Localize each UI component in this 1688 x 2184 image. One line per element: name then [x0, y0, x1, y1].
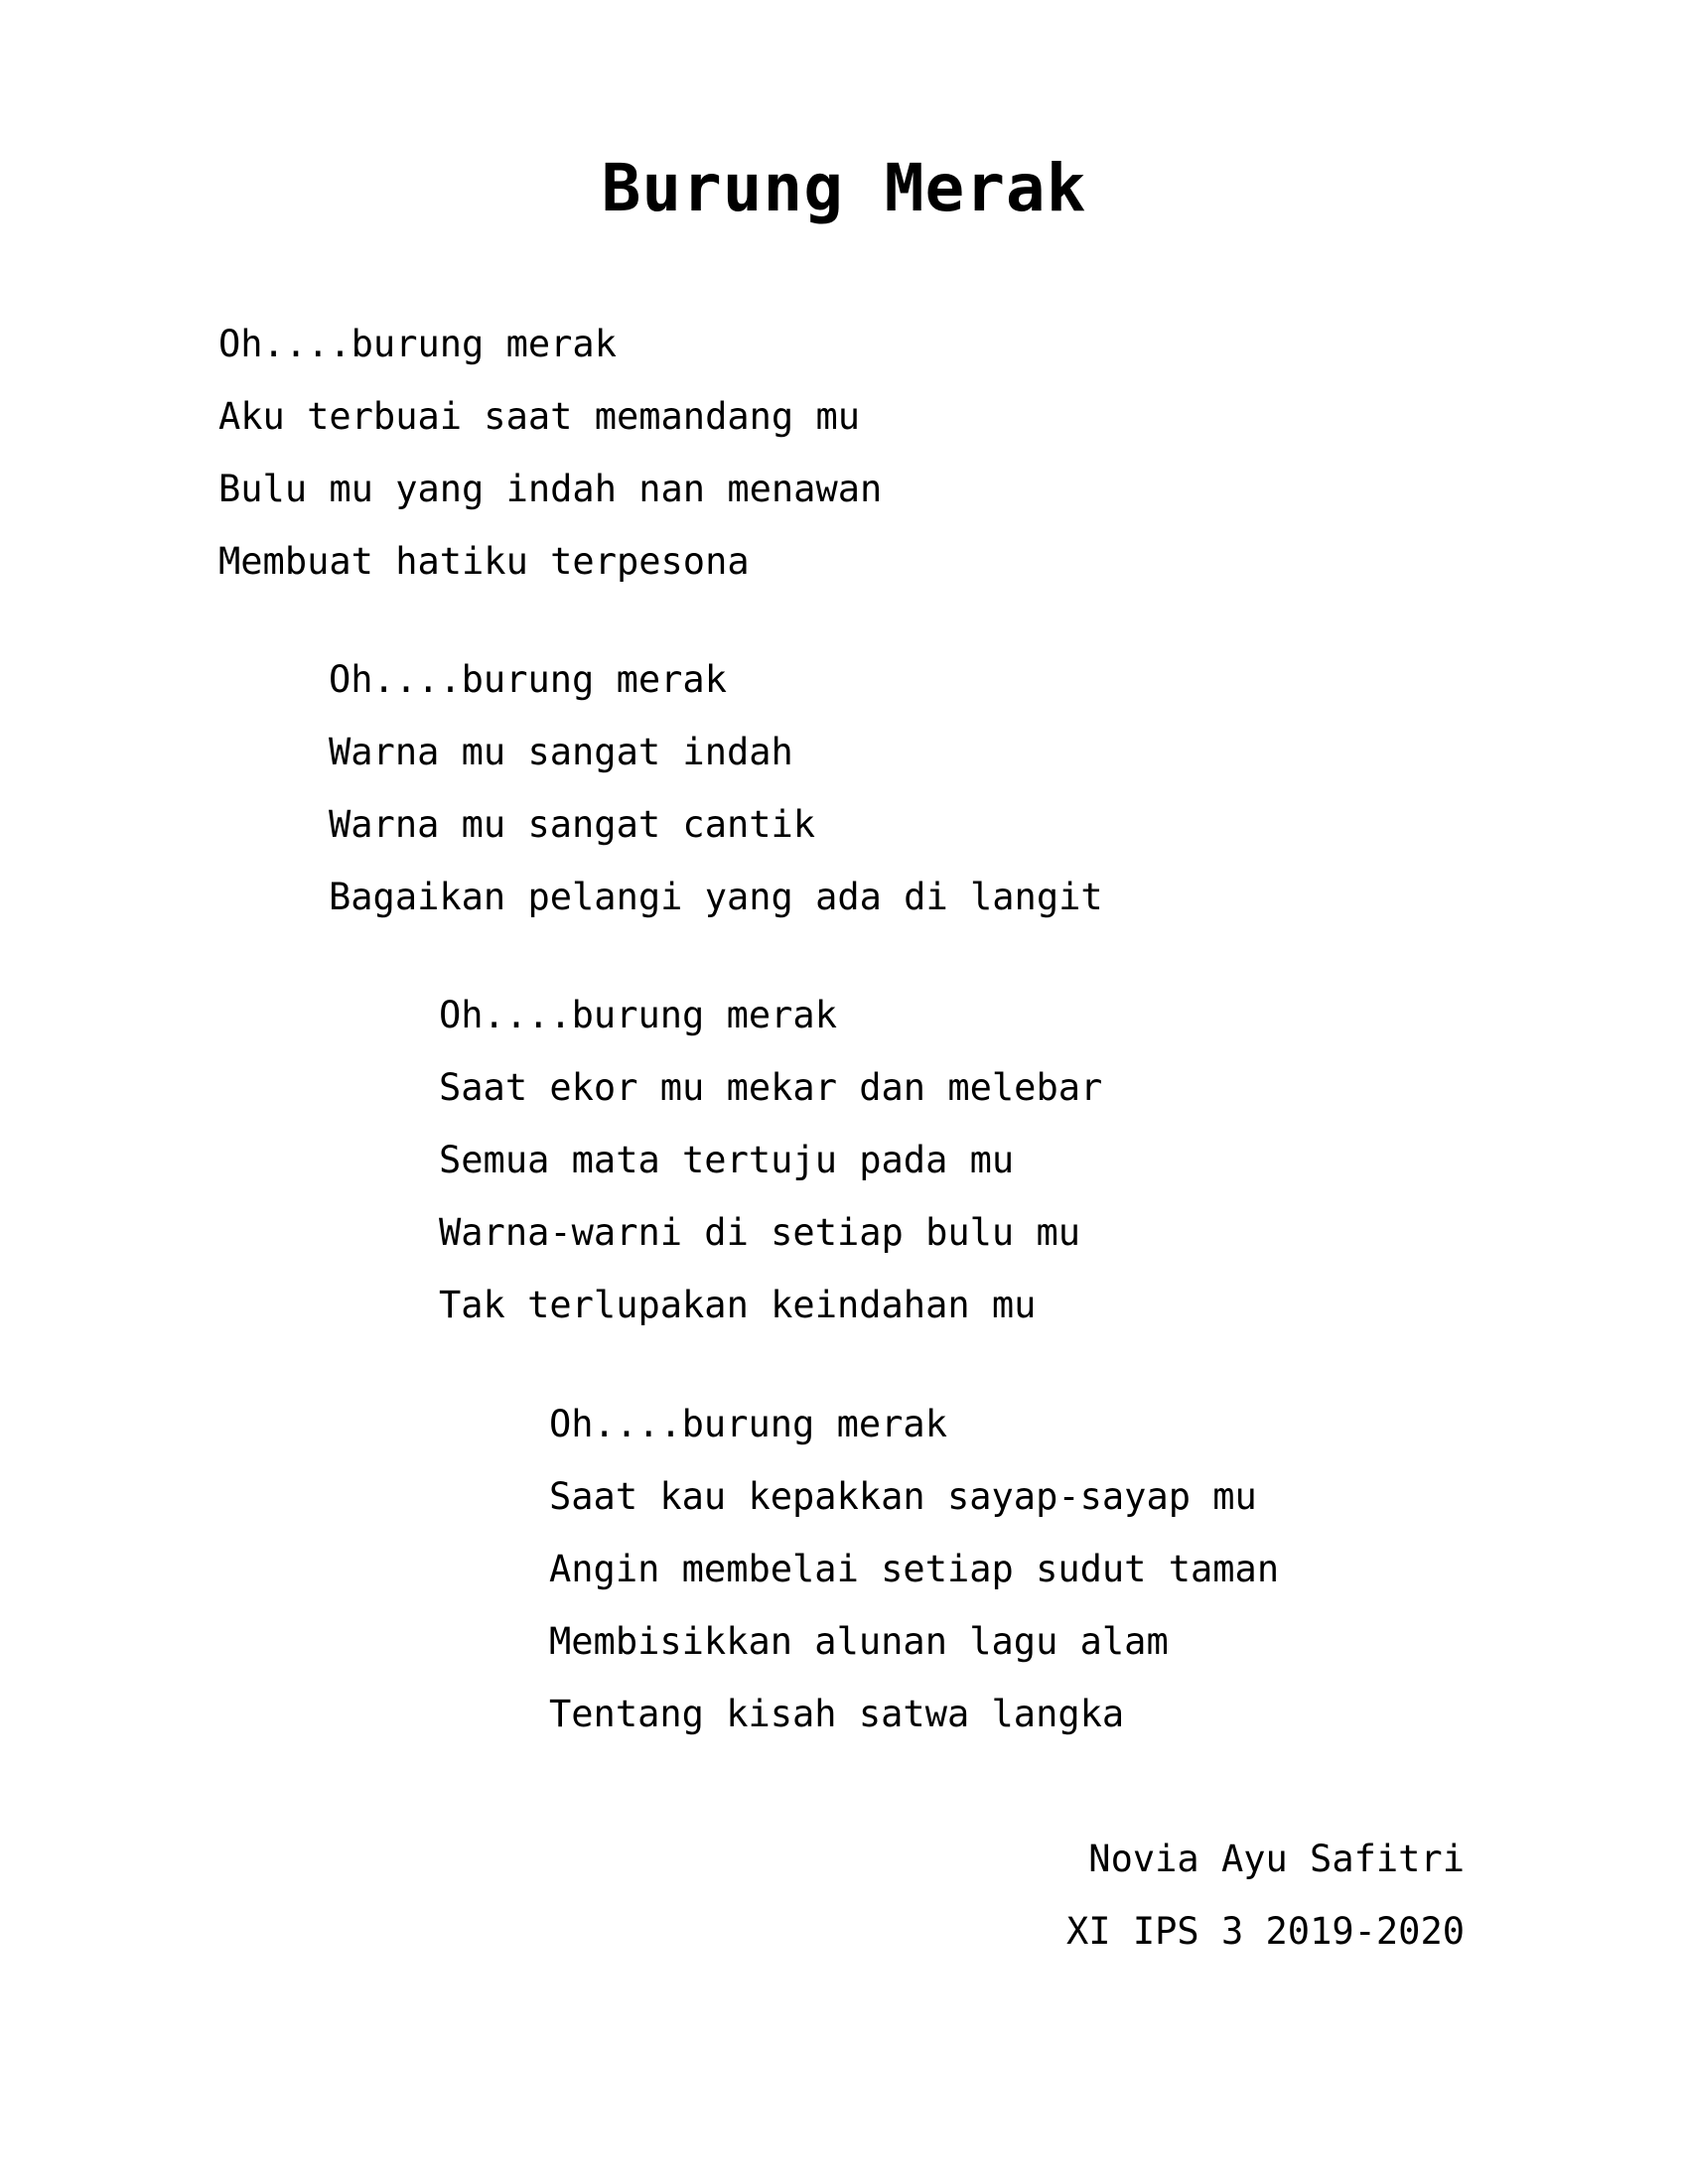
poem-line: Tentang kisah satwa langka	[549, 1693, 1125, 1735]
poem-line: Warna mu sangat indah	[329, 731, 793, 773]
poem-line: Bulu mu yang indah nan menawan	[218, 468, 883, 510]
poem-line: Warna-warni di setiap bulu mu	[439, 1211, 1081, 1254]
poem-line: Membisikkan alunan lagu alam	[549, 1620, 1169, 1663]
stanza-1	[218, 308, 882, 598]
author-name: Novia Ayu Safitri	[1088, 1838, 1465, 1880]
poem-line: Angin membelai setiap sudut taman	[549, 1548, 1280, 1590]
author-class-year: XI IPS 3 2019-2020	[1066, 1910, 1465, 1953]
poem-line: Oh....burung merak	[218, 323, 617, 365]
poem-line: Oh....burung merak	[439, 994, 837, 1036]
poem-line: Bagaikan pelangi yang ada di langit	[329, 876, 1103, 918]
poem-line: Saat kau kepakkan sayap-sayap mu	[549, 1475, 1257, 1518]
poem-line: Oh....burung merak	[549, 1403, 947, 1445]
stanza-4	[549, 1388, 1279, 1750]
poem-line: Semua mata tertuju pada mu	[439, 1139, 1015, 1181]
poem-line: Membuat hatiku terpesona	[218, 540, 750, 583]
stanza-2	[329, 643, 1103, 933]
poem-line: Warna mu sangat cantik	[329, 803, 816, 846]
poem-line: Tak terlupakan keindahan mu	[439, 1284, 1037, 1326]
author-signature	[1066, 1823, 1465, 1968]
poem-line: Aku terbuai saat memandang mu	[218, 395, 861, 438]
poem-title: Burung Merak	[601, 150, 1087, 226]
poem-line: Oh....burung merak	[329, 658, 727, 701]
stanza-3	[439, 979, 1102, 1341]
poem-line: Saat ekor mu mekar dan melebar	[439, 1066, 1103, 1109]
